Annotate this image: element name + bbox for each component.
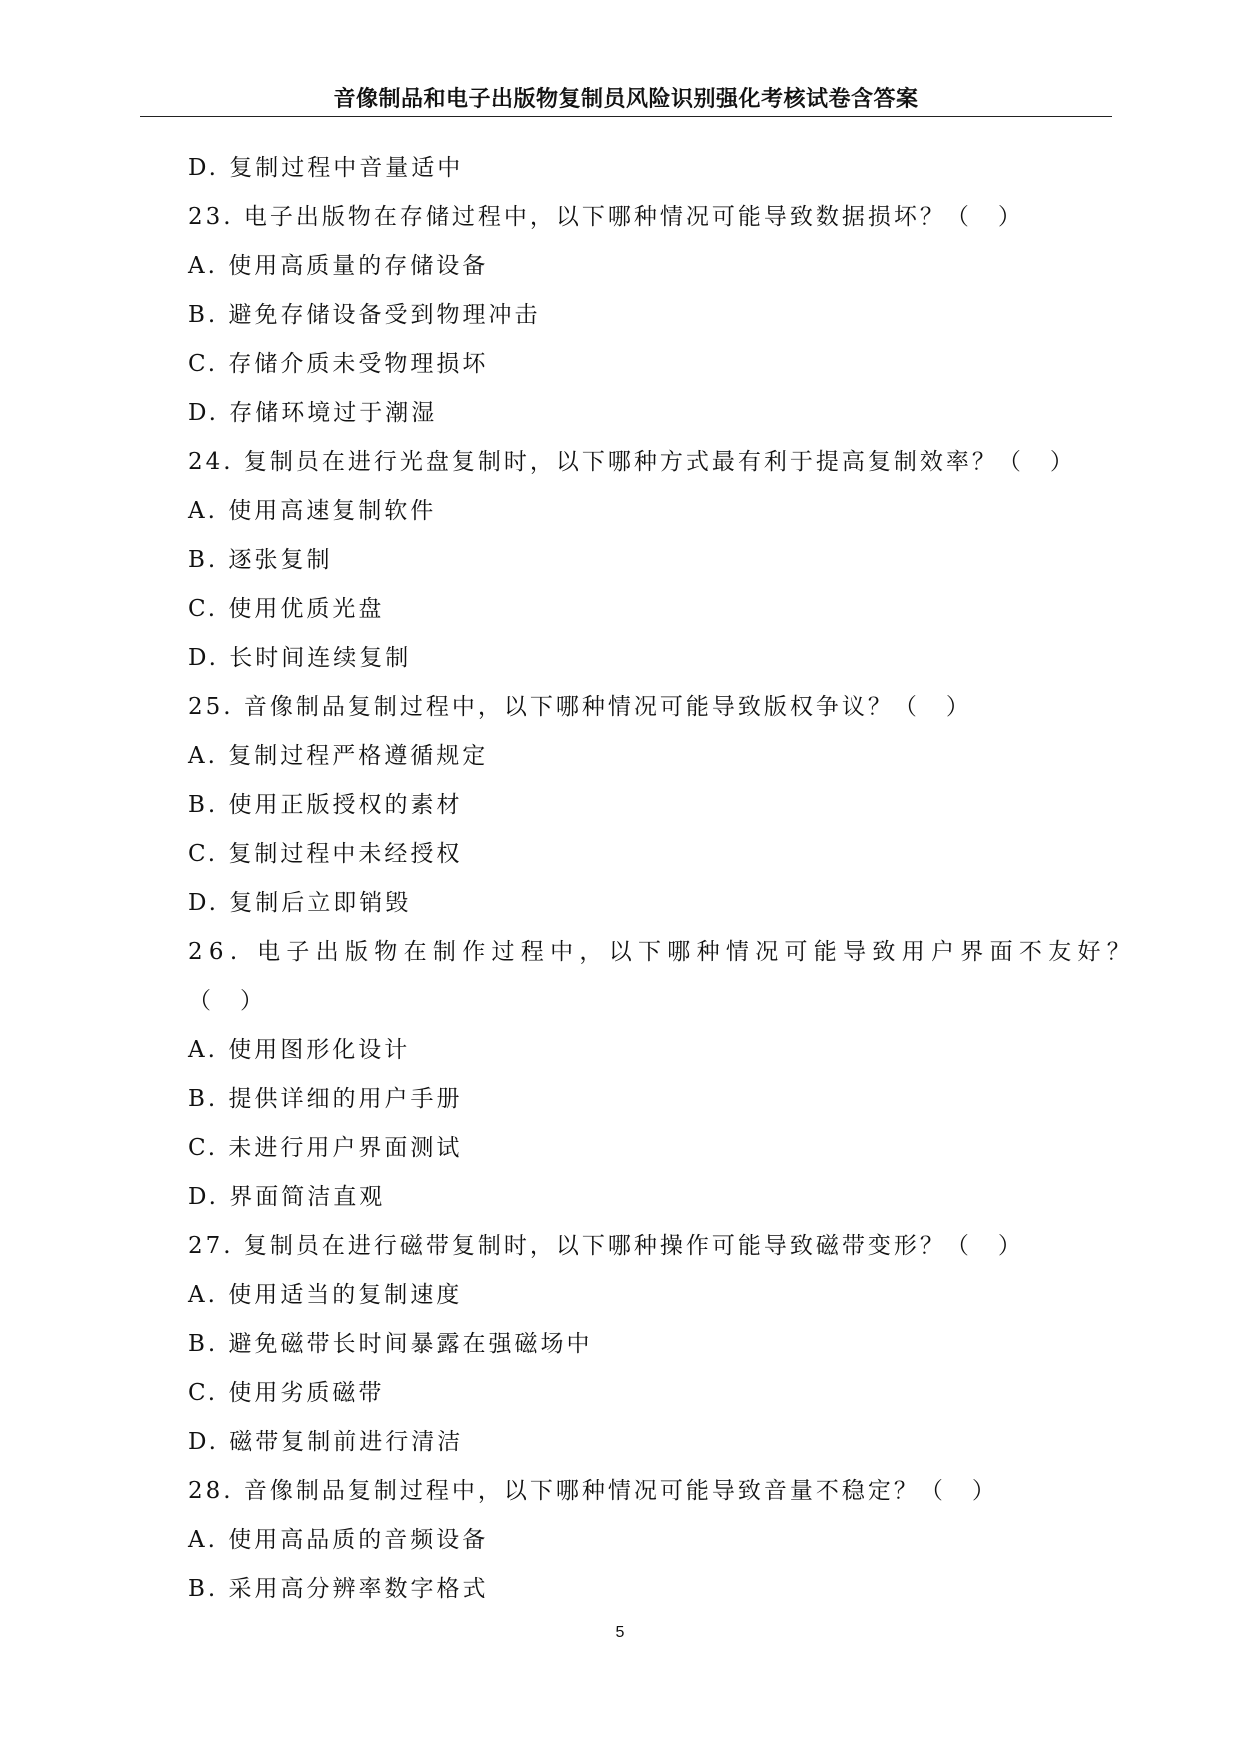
option-line: D. 磁带复制前进行清洁 [188, 1429, 464, 1455]
option-line: A. 使用高品质的音频设备 [188, 1527, 489, 1553]
option-line: A. 使用图形化设计 [188, 1037, 411, 1063]
option-line: C. 存储介质未受物理损坏 [188, 351, 489, 377]
option-line: D. 长时间连续复制 [188, 645, 412, 671]
option-line: C. 使用劣质磁带 [188, 1380, 385, 1406]
option-line: A. 使用适当的复制速度 [188, 1282, 463, 1308]
question-line: 23. 电子出版物在存储过程中，以下哪种情况可能导致数据损坏？（ ） [188, 204, 1024, 230]
option-line: B. 使用正版授权的素材 [188, 792, 463, 818]
question-line: 28. 音像制品复制过程中，以下哪种情况可能导致音量不稳定？（ ） [188, 1478, 998, 1504]
option-line: A. 复制过程严格遵循规定 [188, 743, 489, 769]
option-line: A. 使用高速复制软件 [188, 498, 437, 524]
question-line: 26. 电子出版物在制作过程中，以下哪种情况可能导致用户界面不友好？ [188, 939, 1137, 965]
option-line: B. 避免存储设备受到物理冲击 [188, 302, 541, 328]
option-line: D. 复制过程中音量适中 [188, 155, 464, 181]
page-header-title: 音像制品和电子出版物复制员风险识别强化考核试卷含答案 [333, 87, 919, 112]
option-line: C. 复制过程中未经授权 [188, 841, 463, 867]
question-line: 24. 复制员在进行光盘复制时，以下哪种方式最有利于提高复制效率？（ ） [188, 449, 1076, 475]
option-line: B. 逐张复制 [188, 547, 333, 573]
option-line: C. 使用优质光盘 [188, 596, 385, 622]
option-line: D. 界面简洁直观 [188, 1184, 386, 1210]
question-line-continued: （ ） [188, 988, 266, 1014]
option-line: D. 存储环境过于潮湿 [188, 400, 438, 426]
option-line: D. 复制后立即销毁 [188, 890, 412, 916]
question-line: 25. 音像制品复制过程中，以下哪种情况可能导致版权争议？（ ） [188, 694, 972, 720]
header-divider [140, 116, 1112, 117]
option-line: B. 提供详细的用户手册 [188, 1086, 463, 1112]
question-list [188, 146, 1137, 1616]
option-line: B. 避免磁带长时间暴露在强磁场中 [188, 1331, 593, 1357]
page-number: 5 [615, 1624, 625, 1641]
question-line: 27. 复制员在进行磁带复制时，以下哪种操作可能导致磁带变形？（ ） [188, 1233, 1024, 1259]
option-line: C. 未进行用户界面测试 [188, 1135, 463, 1161]
option-line: B. 采用高分辨率数字格式 [188, 1576, 489, 1602]
option-line: A. 使用高质量的存储设备 [188, 253, 489, 279]
